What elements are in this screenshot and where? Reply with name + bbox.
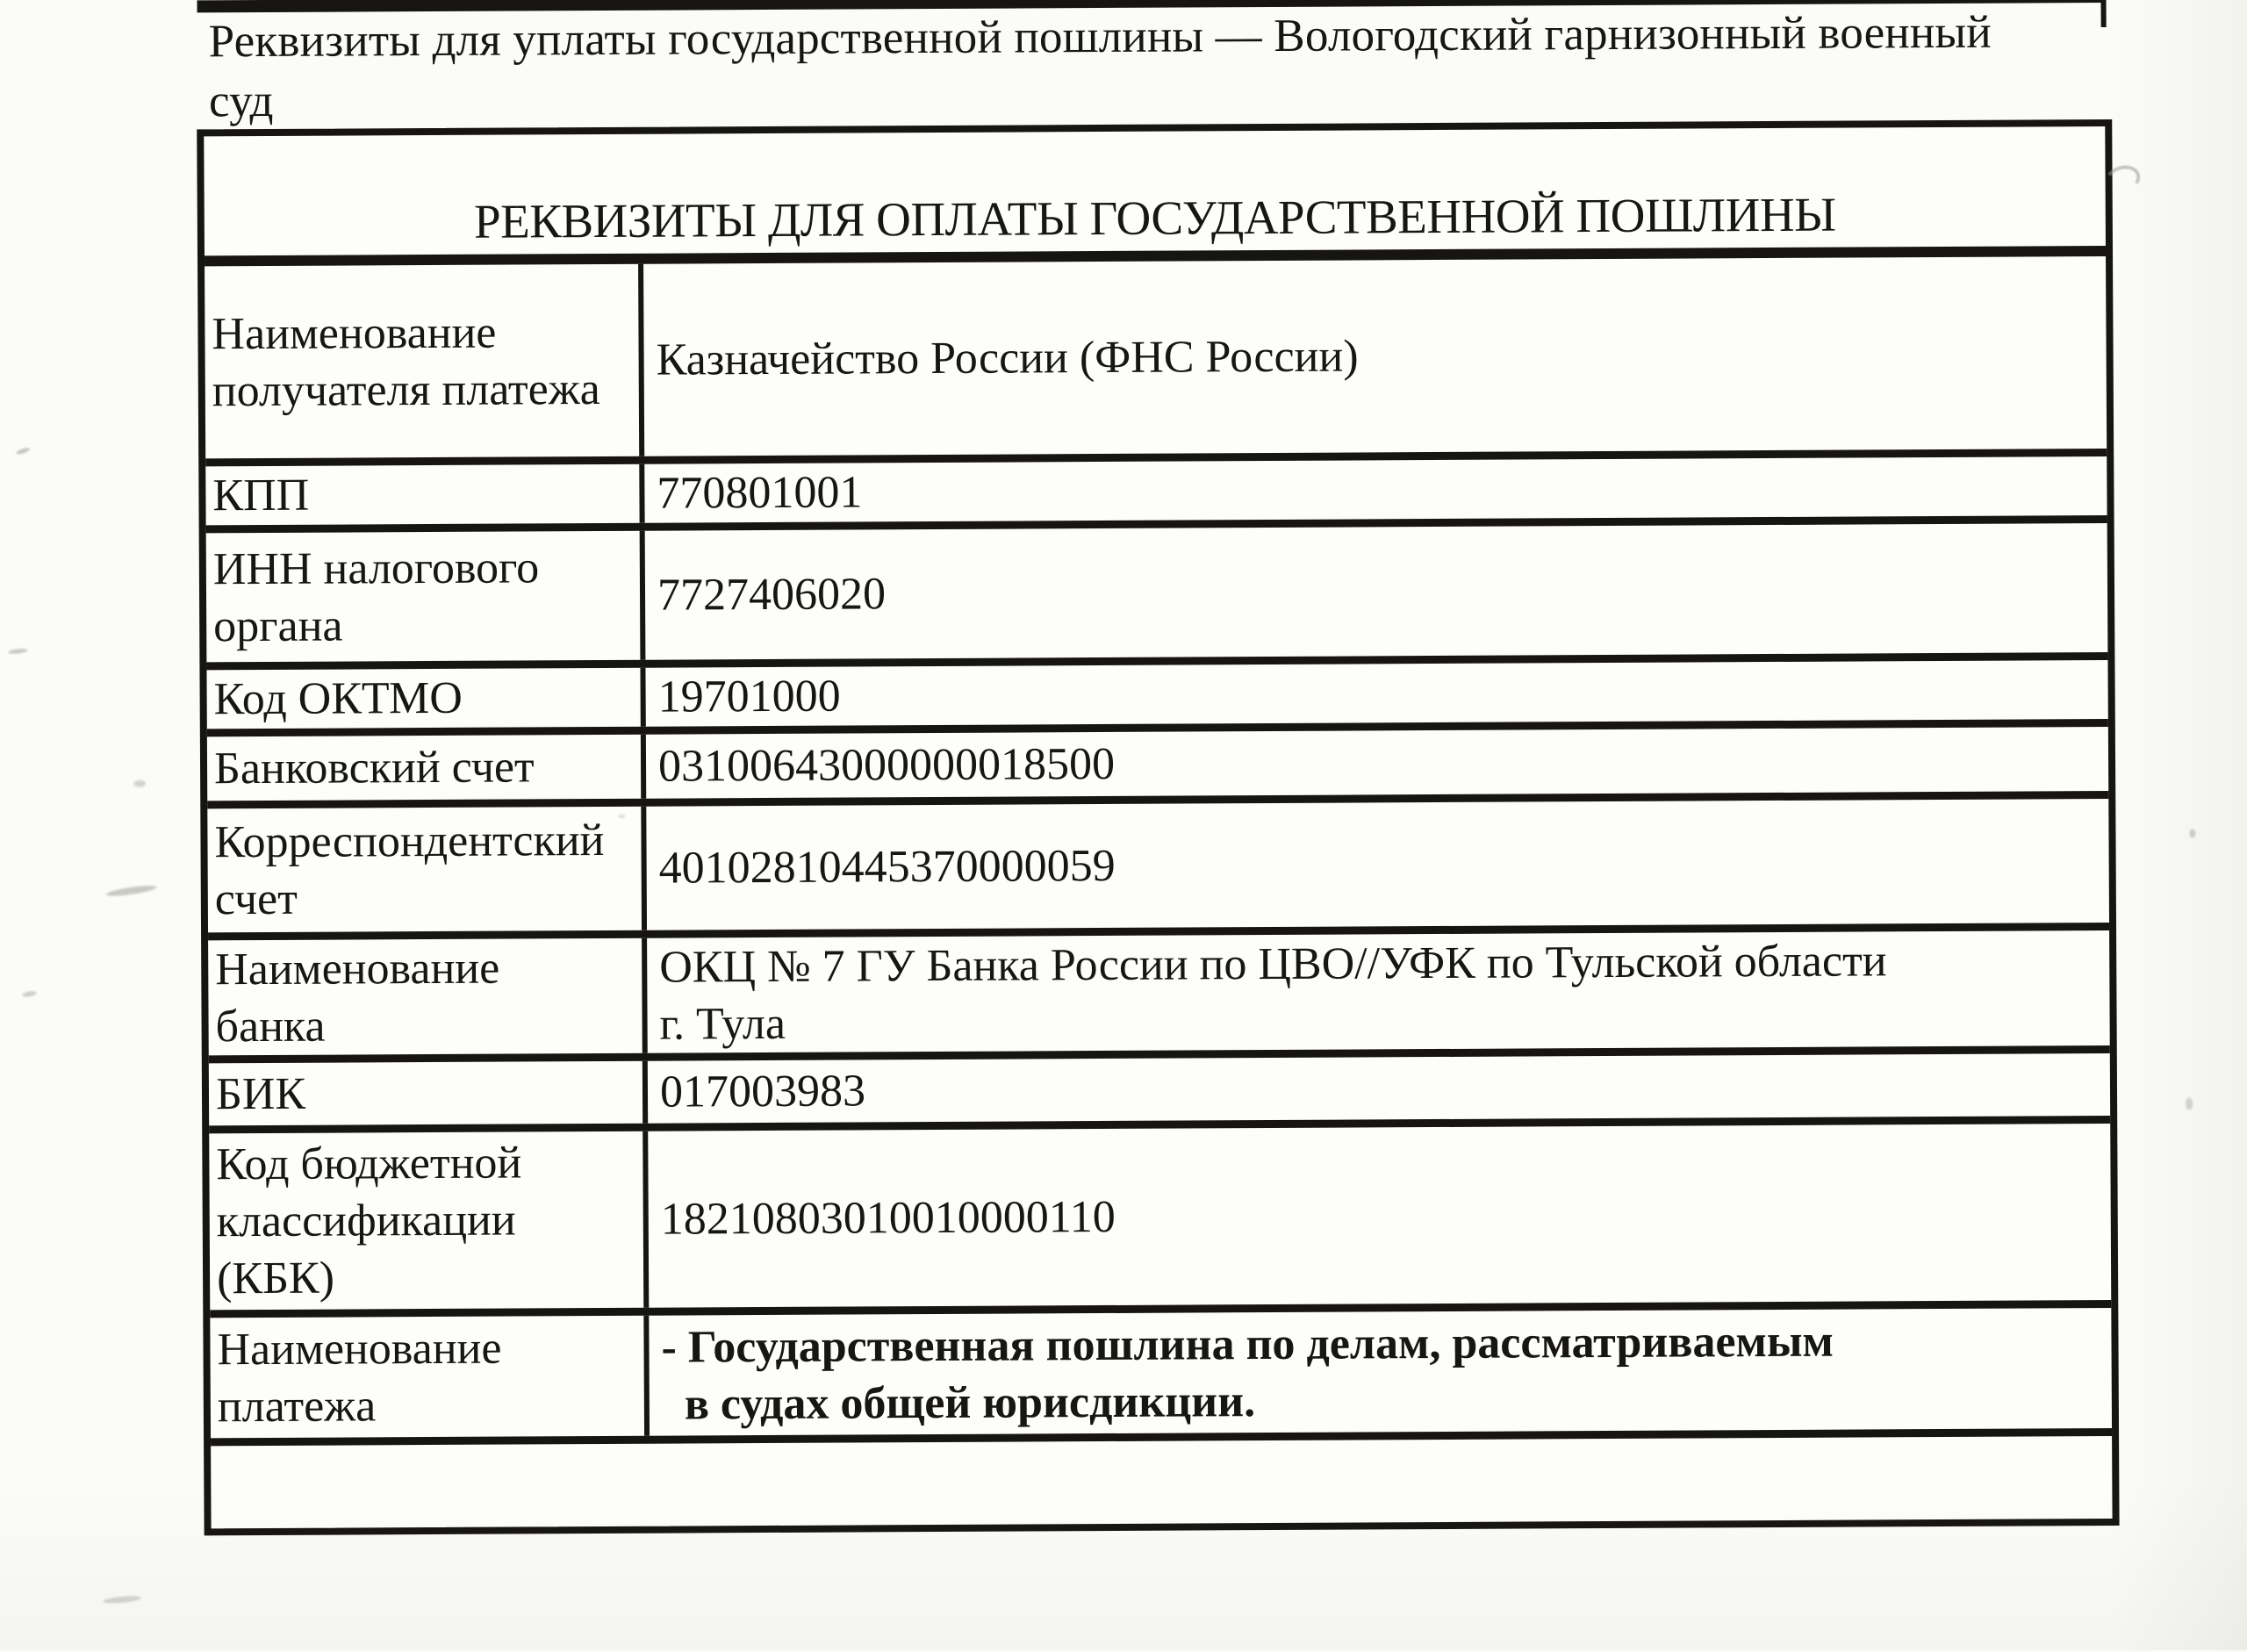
scan-speck (2186, 1098, 2193, 1110)
row-label: Корреспондентский счет (207, 807, 647, 933)
row-label: БИК (209, 1061, 648, 1126)
scan-speck (103, 1595, 141, 1605)
row-label: Код бюджетной классификации (КБК) (209, 1131, 649, 1311)
table-row-recipient (205, 256, 2107, 466)
scan-speck (133, 780, 146, 787)
table-row-corr-account (207, 799, 2109, 940)
table-title: РЕКВИЗИТЫ ДЛЯ ОПЛАТЫ ГОСУДАРСТВЕННОЙ ПОШЛИНЫ (473, 187, 1836, 248)
row-value: Казначейство России (ФНС России) (656, 331, 1359, 385)
empty-row (211, 1436, 2112, 1528)
row-label: Банковский счет (207, 735, 646, 801)
scan-speck (2189, 829, 2195, 837)
table-row-bank-name (208, 930, 2110, 1063)
row-value: 40102810445370000059 (658, 840, 1116, 894)
row-label: ИНН налогового органа (206, 531, 646, 663)
row-value: 03100643000000018500 (657, 738, 1116, 792)
table-row-inn (206, 523, 2108, 670)
row-value: 18210803010010000110 (660, 1191, 1116, 1245)
table-row-payment-name (210, 1308, 2112, 1446)
scan-speck (16, 447, 31, 456)
scan-speck (8, 648, 27, 654)
table-row-oktmo (206, 660, 2107, 736)
row-value: - Государственная пошлина по делам, рассматриваемым в судах общей юрисдикции. (661, 1316, 1834, 1430)
row-value: 19701000 (657, 671, 841, 722)
requisites-table (197, 119, 2119, 1535)
row-label: Наименование банка (208, 938, 648, 1056)
document-heading: Реквизиты для уплаты государственной пошлины — Вологодский гарнизонный военный суд (208, 6, 1992, 127)
row-label: Наименование платежа (210, 1316, 650, 1439)
row-label: Наименование получателя платежа (205, 264, 644, 459)
row-label: КПП (205, 464, 644, 526)
scan-speck (106, 884, 158, 898)
table-row-bik (209, 1053, 2110, 1133)
table-row-kpp (205, 456, 2107, 533)
scan-speck (22, 990, 37, 998)
row-value: 770801001 (657, 467, 863, 519)
row-value: ОКЦ № 7 ГУ Банка России по ЦВО//УФК по Тульской области г. Тула (659, 935, 1887, 1050)
row-value: 7727406020 (657, 569, 887, 621)
table-row-bank-account (207, 727, 2108, 808)
table-row-kbk (209, 1124, 2111, 1318)
row-value: 017003983 (659, 1066, 866, 1117)
scan-speck (618, 815, 625, 818)
row-label: Код ОКТМО (206, 668, 645, 729)
